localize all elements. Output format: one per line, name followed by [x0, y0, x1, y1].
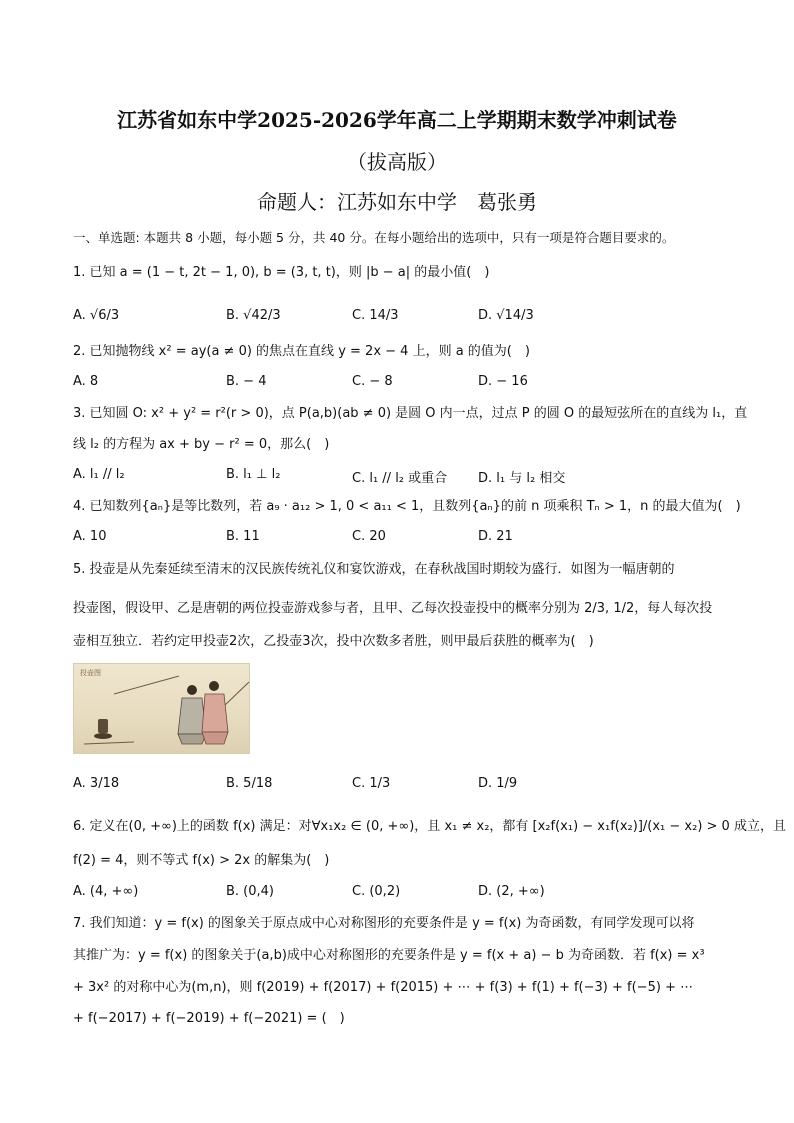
q3-option-b: B. l₁ ⊥ l₂ [226, 467, 281, 482]
q7-stem-line2: 其推广为：y = f(x) 的图象关于(a,b)成中心对称图形的充要条件是 y = f(x + a) − b 为奇函数．若 f(x) = x³ [73, 948, 705, 963]
q1-option-b: B. √42/3 [226, 308, 281, 323]
q6-option-b: B. (0,4) [226, 884, 275, 899]
q1-stem: 1. 已知 a = (1 − t, 2t − 1, 0), b = (3, t, t)，则 |b − a| 的最小值( ) [73, 265, 490, 280]
painting-seal-label: 投壶图 [80, 669, 101, 677]
section-heading: 一、单选题: 本题共 8 小题，每小题 5 分，共 40 分。在每小题给出的选项中，只有一项是符合题目要求的。 [73, 230, 675, 245]
q4-option-b: B. 11 [226, 529, 260, 544]
q7-stem-line1: 7. 我们知道：y = f(x) 的图象关于原点成中心对称图形的充要条件是 y = f(x) 为奇函数，有同学发现可以将 [73, 916, 695, 931]
exam-subtitle: （拔高版） [347, 150, 447, 174]
q6-option-a: A. (4, +∞) [73, 884, 139, 899]
q5-stem-line1: 5. 投壶是从先秦延续至清末的汉民族传统礼仪和宴饮游戏，在春秋战国时期较为盛行．如图为一幅唐朝的 [73, 562, 675, 577]
q5-stem-line3: 壶相互独立．若约定甲投壶2次，乙投壶3次，投中次数多者胜，则甲最后获胜的概率为( ) [73, 634, 594, 649]
q5-option-a: A. 3/18 [73, 776, 120, 791]
exam-author: 命题人：江苏如东中学 葛张勇 [257, 190, 537, 214]
q6-stem-line2: f(2) = 4，则不等式 f(x) > 2x 的解集为( ) [73, 853, 330, 868]
q3-option-d: D. l₁ 与 l₂ 相交 [478, 471, 566, 486]
q1-option-d: D. √14/3 [478, 308, 534, 323]
q6-option-c: C. (0,2) [352, 884, 401, 899]
q7-stem-line4: + f(−2017) + f(−2019) + f(−2021) = ( ) [73, 1011, 345, 1026]
q4-option-c: C. 20 [352, 529, 386, 544]
q4-stem: 4. 已知数列{aₙ}是等比数列，若 a₉ · a₁₂ > 1, 0 < a₁₁ < 1，且数列{aₙ}的前 n 项乘积 Tₙ > 1，n 的最大值为( ) [73, 499, 741, 514]
q2-option-c: C. − 8 [352, 374, 393, 389]
q2-option-a: A. 8 [73, 374, 99, 389]
q3-option-a: A. l₁ // l₂ [73, 467, 125, 482]
q4-option-a: A. 10 [73, 529, 107, 544]
q5-option-d: D. 1/9 [478, 776, 518, 791]
q5-stem-line2: 投壶图，假设甲、乙是唐朝的两位投壶游戏参与者，且甲、乙每次投壶投中的概率分别为 2/3, 1/2，每人每次投 [73, 601, 713, 616]
q1-option-a: A. √6/3 [73, 308, 120, 323]
q3-stem-line2: 线 l₂ 的方程为 ax + by − r² = 0，那么( ) [73, 437, 330, 452]
q5-option-c: C. 1/3 [352, 776, 391, 791]
exam-title: 江苏省如东中学2025-2026学年高二上学期期末数学冲刺试卷 [117, 108, 677, 132]
q6-option-d: D. (2, +∞) [478, 884, 545, 899]
q2-option-d: D. − 16 [478, 374, 528, 389]
q3-option-c: C. l₁ // l₂ 或重合 [352, 471, 448, 486]
q5-option-b: B. 5/18 [226, 776, 273, 791]
q6-stem-line1: 6. 定义在(0, +∞)上的函数 f(x) 满足：对∀x₁x₂ ∈ (0, +∞)，且 x₁ ≠ x₂，都有 [x₂f(x₁) − x₁f(x₂)]/(x₁ − x₂) > 0 成立，且 [73, 819, 786, 834]
q7-stem-line3: + 3x² 的对称中心为(m,n)，则 f(2019) + f(2017) + f(2015) + ⋯ + f(3) + f(1) + f(−3) + f(−5) + ⋯ [73, 980, 694, 995]
q3-stem-line1: 3. 已知圆 O: x² + y² = r²(r > 0)，点 P(a,b)(ab ≠ 0) 是圆 O 内一点，过点 P 的圆 O 的最短弦所在的直线为 l₁，直 [73, 406, 748, 421]
q2-option-b: B. − 4 [226, 374, 267, 389]
q4-option-d: D. 21 [478, 529, 513, 544]
q1-option-c: C. 14/3 [352, 308, 399, 323]
touhu-painting-figure [73, 663, 250, 754]
q2-stem: 2. 已知抛物线 x² = ay(a ≠ 0) 的焦点在直线 y = 2x − 4 上，则 a 的值为( ) [73, 344, 530, 359]
